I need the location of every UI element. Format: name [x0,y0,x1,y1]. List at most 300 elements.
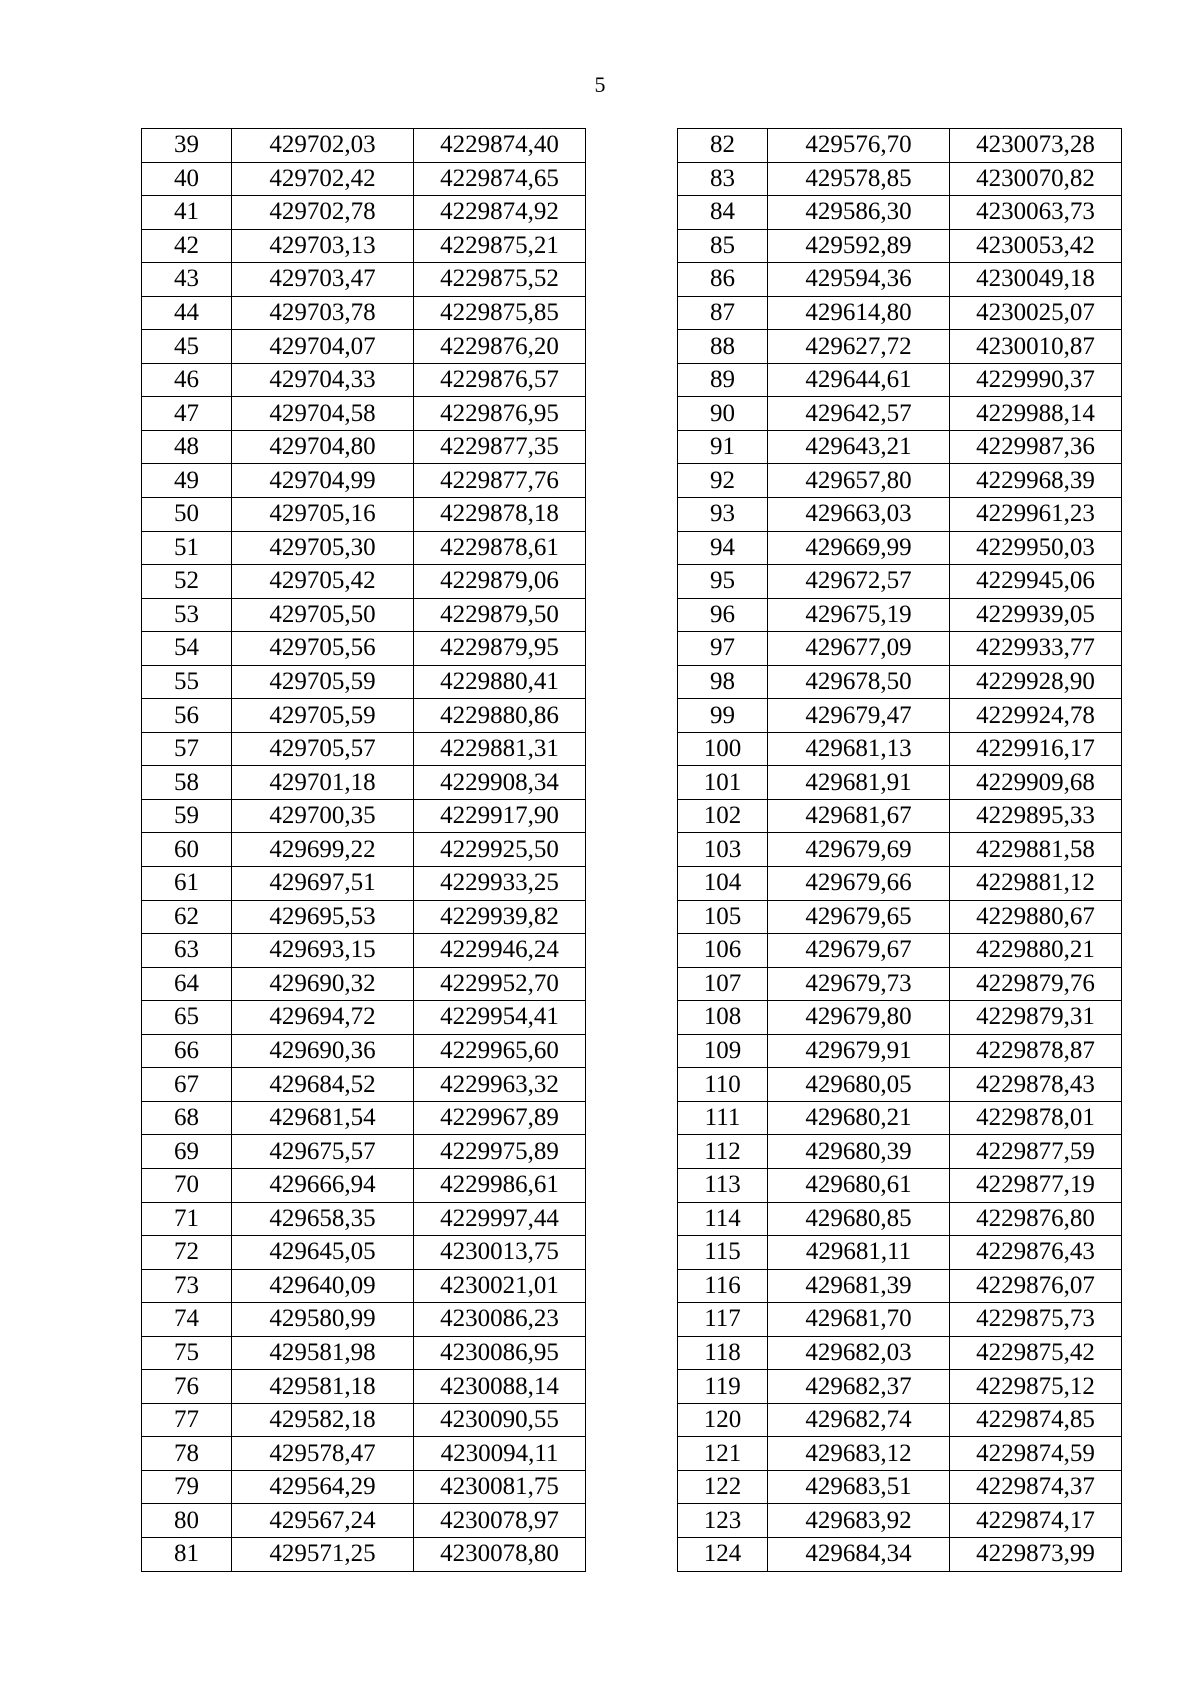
table-row [142,531,586,565]
table-row [678,665,1122,699]
y-coordinate-cell: 4229877,59 [950,1135,1122,1169]
y-coordinate-cell: 4229990,37 [950,363,1122,397]
table-row [142,1336,586,1370]
y-coordinate-cell: 4229875,52 [414,263,586,297]
point-number-cell: 79 [142,1470,232,1504]
y-coordinate-cell: 4229939,82 [414,900,586,934]
point-number-cell: 41 [142,196,232,230]
y-coordinate-cell: 4229961,23 [950,498,1122,532]
table-row [678,598,1122,632]
table-row [142,1470,586,1504]
point-number-cell: 121 [678,1437,768,1471]
x-coordinate-cell: 429705,59 [232,665,414,699]
x-coordinate-cell: 429642,57 [768,397,950,431]
y-coordinate-cell: 4229878,43 [950,1068,1122,1102]
point-number-cell: 59 [142,799,232,833]
point-number-cell: 46 [142,363,232,397]
y-coordinate-cell: 4229909,68 [950,766,1122,800]
point-number-cell: 69 [142,1135,232,1169]
x-coordinate-cell: 429680,05 [768,1068,950,1102]
point-number-cell: 57 [142,732,232,766]
x-coordinate-cell: 429681,70 [768,1303,950,1337]
table-body [142,129,586,1572]
table-row [142,363,586,397]
point-number-cell: 43 [142,263,232,297]
table-row [142,129,586,163]
y-coordinate-cell: 4230073,28 [950,129,1122,163]
table-row [678,296,1122,330]
table-row [142,296,586,330]
x-coordinate-cell: 429679,73 [768,967,950,1001]
x-coordinate-cell: 429705,30 [232,531,414,565]
point-number-cell: 47 [142,397,232,431]
point-number-cell: 71 [142,1202,232,1236]
y-coordinate-cell: 4229954,41 [414,1001,586,1035]
table-row [142,598,586,632]
table-row [678,1202,1122,1236]
x-coordinate-cell: 429681,39 [768,1269,950,1303]
y-coordinate-cell: 4229874,17 [950,1504,1122,1538]
y-coordinate-cell: 4230013,75 [414,1236,586,1270]
y-coordinate-cell: 4229874,85 [950,1403,1122,1437]
table-row [142,1101,586,1135]
point-number-cell: 64 [142,967,232,1001]
x-coordinate-cell: 429592,89 [768,229,950,263]
x-coordinate-cell: 429681,11 [768,1236,950,1270]
table-row [678,1001,1122,1035]
y-coordinate-cell: 4230063,73 [950,196,1122,230]
table-row [142,1236,586,1270]
y-coordinate-cell: 4229877,76 [414,464,586,498]
point-number-cell: 55 [142,665,232,699]
x-coordinate-cell: 429680,61 [768,1168,950,1202]
point-number-cell: 72 [142,1236,232,1270]
y-coordinate-cell: 4229875,73 [950,1303,1122,1337]
y-coordinate-cell: 4229967,89 [414,1101,586,1135]
table-row [678,632,1122,666]
table-row [678,162,1122,196]
point-number-cell: 48 [142,430,232,464]
y-coordinate-cell: 4229917,90 [414,799,586,833]
table-row [678,1303,1122,1337]
table-row [678,196,1122,230]
point-number-cell: 80 [142,1504,232,1538]
point-number-cell: 123 [678,1504,768,1538]
y-coordinate-cell: 4230090,55 [414,1403,586,1437]
y-coordinate-cell: 4229876,95 [414,397,586,431]
table-row [142,229,586,263]
y-coordinate-cell: 4229950,03 [950,531,1122,565]
table-row [142,766,586,800]
table-row [678,498,1122,532]
point-number-cell: 117 [678,1303,768,1337]
x-coordinate-cell: 429702,03 [232,129,414,163]
point-number-cell: 52 [142,565,232,599]
y-coordinate-cell: 4230025,07 [950,296,1122,330]
x-coordinate-cell: 429640,09 [232,1269,414,1303]
x-coordinate-cell: 429690,32 [232,967,414,1001]
x-coordinate-cell: 429705,57 [232,732,414,766]
table-row [142,1034,586,1068]
point-number-cell: 100 [678,732,768,766]
point-number-cell: 92 [678,464,768,498]
table-row [678,1370,1122,1404]
point-number-cell: 42 [142,229,232,263]
x-coordinate-cell: 429627,72 [768,330,950,364]
point-number-cell: 76 [142,1370,232,1404]
y-coordinate-cell: 4229881,58 [950,833,1122,867]
coordinates-table-right [677,128,1122,1572]
table-row [142,464,586,498]
y-coordinate-cell: 4229879,50 [414,598,586,632]
table-row [142,1504,586,1538]
table-row [678,1437,1122,1471]
x-coordinate-cell: 429657,80 [768,464,950,498]
x-coordinate-cell: 429581,18 [232,1370,414,1404]
y-coordinate-cell: 4229879,95 [414,632,586,666]
point-number-cell: 110 [678,1068,768,1102]
x-coordinate-cell: 429683,92 [768,1504,950,1538]
point-number-cell: 85 [678,229,768,263]
table-row [142,430,586,464]
point-number-cell: 75 [142,1336,232,1370]
point-number-cell: 96 [678,598,768,632]
table-row [142,397,586,431]
y-coordinate-cell: 4229880,21 [950,934,1122,968]
table-row [142,1068,586,1102]
table-row [142,967,586,1001]
table-row [142,1135,586,1169]
y-coordinate-cell: 4230088,14 [414,1370,586,1404]
table-row [678,1135,1122,1169]
x-coordinate-cell: 429567,24 [232,1504,414,1538]
x-coordinate-cell: 429690,36 [232,1034,414,1068]
x-coordinate-cell: 429700,35 [232,799,414,833]
x-coordinate-cell: 429672,57 [768,565,950,599]
x-coordinate-cell: 429645,05 [232,1236,414,1270]
x-coordinate-cell: 429704,07 [232,330,414,364]
x-coordinate-cell: 429702,78 [232,196,414,230]
point-number-cell: 119 [678,1370,768,1404]
x-coordinate-cell: 429679,80 [768,1001,950,1035]
y-coordinate-cell: 4229874,65 [414,162,586,196]
x-coordinate-cell: 429683,51 [768,1470,950,1504]
table-row [142,1437,586,1471]
x-coordinate-cell: 429576,70 [768,129,950,163]
table-row [678,833,1122,867]
point-number-cell: 62 [142,900,232,934]
table-row [142,1370,586,1404]
point-number-cell: 109 [678,1034,768,1068]
x-coordinate-cell: 429682,74 [768,1403,950,1437]
table-row [678,1269,1122,1303]
point-number-cell: 104 [678,867,768,901]
y-coordinate-cell: 4229963,32 [414,1068,586,1102]
point-number-cell: 91 [678,430,768,464]
y-coordinate-cell: 4230049,18 [950,263,1122,297]
point-number-cell: 99 [678,699,768,733]
point-number-cell: 56 [142,699,232,733]
point-number-cell: 82 [678,129,768,163]
point-number-cell: 97 [678,632,768,666]
table-row [142,732,586,766]
x-coordinate-cell: 429682,03 [768,1336,950,1370]
table-row [678,1034,1122,1068]
y-coordinate-cell: 4229875,21 [414,229,586,263]
table-row [678,1403,1122,1437]
point-number-cell: 39 [142,129,232,163]
y-coordinate-cell: 4229933,77 [950,632,1122,666]
table-row [142,632,586,666]
point-number-cell: 50 [142,498,232,532]
y-coordinate-cell: 4229881,31 [414,732,586,766]
x-coordinate-cell: 429703,78 [232,296,414,330]
y-coordinate-cell: 4229874,92 [414,196,586,230]
point-number-cell: 83 [678,162,768,196]
table-row [678,766,1122,800]
x-coordinate-cell: 429669,99 [768,531,950,565]
y-coordinate-cell: 4229968,39 [950,464,1122,498]
table-row [678,464,1122,498]
table-row [678,531,1122,565]
y-coordinate-cell: 4229874,37 [950,1470,1122,1504]
x-coordinate-cell: 429699,22 [232,833,414,867]
point-number-cell: 84 [678,196,768,230]
y-coordinate-cell: 4230010,87 [950,330,1122,364]
y-coordinate-cell: 4229873,99 [950,1537,1122,1571]
x-coordinate-cell: 429666,94 [232,1168,414,1202]
point-number-cell: 77 [142,1403,232,1437]
point-number-cell: 74 [142,1303,232,1337]
x-coordinate-cell: 429663,03 [768,498,950,532]
y-coordinate-cell: 4229928,90 [950,665,1122,699]
table-row [142,1168,586,1202]
x-coordinate-cell: 429614,80 [768,296,950,330]
x-coordinate-cell: 429705,59 [232,699,414,733]
point-number-cell: 112 [678,1135,768,1169]
point-number-cell: 63 [142,934,232,968]
table-row [678,867,1122,901]
point-number-cell: 68 [142,1101,232,1135]
point-number-cell: 105 [678,900,768,934]
table-row [678,1168,1122,1202]
y-coordinate-cell: 4229878,18 [414,498,586,532]
x-coordinate-cell: 429702,42 [232,162,414,196]
point-number-cell: 95 [678,565,768,599]
point-number-cell: 53 [142,598,232,632]
point-number-cell: 116 [678,1269,768,1303]
y-coordinate-cell: 4229878,87 [950,1034,1122,1068]
table-row [142,498,586,532]
point-number-cell: 114 [678,1202,768,1236]
x-coordinate-cell: 429704,58 [232,397,414,431]
table-row [142,162,586,196]
x-coordinate-cell: 429680,21 [768,1101,950,1135]
y-coordinate-cell: 4229924,78 [950,699,1122,733]
y-coordinate-cell: 4229965,60 [414,1034,586,1068]
point-number-cell: 113 [678,1168,768,1202]
y-coordinate-cell: 4230094,11 [414,1437,586,1471]
table-row [678,1504,1122,1538]
table-row [678,799,1122,833]
coordinates-table-left [141,128,586,1572]
table-row [678,330,1122,364]
table-row [678,565,1122,599]
point-number-cell: 120 [678,1403,768,1437]
point-number-cell: 124 [678,1537,768,1571]
x-coordinate-cell: 429697,51 [232,867,414,901]
point-number-cell: 106 [678,934,768,968]
y-coordinate-cell: 4229875,85 [414,296,586,330]
table-row [678,1537,1122,1571]
y-coordinate-cell: 4229987,36 [950,430,1122,464]
x-coordinate-cell: 429678,50 [768,665,950,699]
point-number-cell: 93 [678,498,768,532]
x-coordinate-cell: 429681,67 [768,799,950,833]
table-row [142,934,586,968]
y-coordinate-cell: 4229975,89 [414,1135,586,1169]
y-coordinate-cell: 4229876,07 [950,1269,1122,1303]
y-coordinate-cell: 4230053,42 [950,229,1122,263]
point-number-cell: 58 [142,766,232,800]
x-coordinate-cell: 429703,47 [232,263,414,297]
y-coordinate-cell: 4229945,06 [950,565,1122,599]
x-coordinate-cell: 429684,52 [232,1068,414,1102]
table-row [678,732,1122,766]
x-coordinate-cell: 429679,69 [768,833,950,867]
x-coordinate-cell: 429704,99 [232,464,414,498]
y-coordinate-cell: 4230086,95 [414,1336,586,1370]
table-body [678,129,1122,1572]
y-coordinate-cell: 4229925,50 [414,833,586,867]
point-number-cell: 49 [142,464,232,498]
table-row [142,867,586,901]
y-coordinate-cell: 4230078,97 [414,1504,586,1538]
y-coordinate-cell: 4229879,76 [950,967,1122,1001]
table-row [142,196,586,230]
x-coordinate-cell: 429679,47 [768,699,950,733]
y-coordinate-cell: 4230078,80 [414,1537,586,1571]
y-coordinate-cell: 4229952,70 [414,967,586,1001]
x-coordinate-cell: 429693,15 [232,934,414,968]
table-row [678,1336,1122,1370]
table-row [142,665,586,699]
point-number-cell: 54 [142,632,232,666]
point-number-cell: 70 [142,1168,232,1202]
point-number-cell: 87 [678,296,768,330]
y-coordinate-cell: 4229939,05 [950,598,1122,632]
table-row [142,1537,586,1571]
table-row [678,934,1122,968]
y-coordinate-cell: 4229876,80 [950,1202,1122,1236]
x-coordinate-cell: 429644,61 [768,363,950,397]
point-number-cell: 88 [678,330,768,364]
table-row [142,1403,586,1437]
table-row [678,1068,1122,1102]
point-number-cell: 94 [678,531,768,565]
table-row [142,699,586,733]
table-row [142,565,586,599]
point-number-cell: 111 [678,1101,768,1135]
page-number: 5 [594,72,606,97]
y-coordinate-cell: 4229875,12 [950,1370,1122,1404]
point-number-cell: 108 [678,1001,768,1035]
x-coordinate-cell: 429675,57 [232,1135,414,1169]
x-coordinate-cell: 429679,91 [768,1034,950,1068]
x-coordinate-cell: 429675,19 [768,598,950,632]
x-coordinate-cell: 429581,98 [232,1336,414,1370]
point-number-cell: 103 [678,833,768,867]
y-coordinate-cell: 4229875,42 [950,1336,1122,1370]
point-number-cell: 98 [678,665,768,699]
x-coordinate-cell: 429704,80 [232,430,414,464]
x-coordinate-cell: 429705,16 [232,498,414,532]
x-coordinate-cell: 429594,36 [768,263,950,297]
x-coordinate-cell: 429695,53 [232,900,414,934]
y-coordinate-cell: 4229876,57 [414,363,586,397]
point-number-cell: 65 [142,1001,232,1035]
table-row [142,833,586,867]
table-row [678,900,1122,934]
x-coordinate-cell: 429586,30 [768,196,950,230]
table-row [142,1001,586,1035]
table-row [142,1269,586,1303]
x-coordinate-cell: 429705,42 [232,565,414,599]
x-coordinate-cell: 429683,12 [768,1437,950,1471]
y-coordinate-cell: 4229895,33 [950,799,1122,833]
x-coordinate-cell: 429701,18 [232,766,414,800]
table-row [142,799,586,833]
x-coordinate-cell: 429658,35 [232,1202,414,1236]
point-number-cell: 102 [678,799,768,833]
x-coordinate-cell: 429680,85 [768,1202,950,1236]
table-row [678,1101,1122,1135]
x-coordinate-cell: 429682,37 [768,1370,950,1404]
x-coordinate-cell: 429705,50 [232,598,414,632]
y-coordinate-cell: 4230021,01 [414,1269,586,1303]
y-coordinate-cell: 4229946,24 [414,934,586,968]
y-coordinate-cell: 4229988,14 [950,397,1122,431]
point-number-cell: 45 [142,330,232,364]
point-number-cell: 61 [142,867,232,901]
y-coordinate-cell: 4229876,43 [950,1236,1122,1270]
point-number-cell: 115 [678,1236,768,1270]
x-coordinate-cell: 429578,47 [232,1437,414,1471]
x-coordinate-cell: 429679,67 [768,934,950,968]
x-coordinate-cell: 429564,29 [232,1470,414,1504]
table-row [678,1236,1122,1270]
point-number-cell: 60 [142,833,232,867]
x-coordinate-cell: 429704,33 [232,363,414,397]
y-coordinate-cell: 4229881,12 [950,867,1122,901]
y-coordinate-cell: 4229874,59 [950,1437,1122,1471]
point-number-cell: 86 [678,263,768,297]
table-row [678,967,1122,1001]
point-number-cell: 89 [678,363,768,397]
point-number-cell: 66 [142,1034,232,1068]
table-row [142,263,586,297]
x-coordinate-cell: 429643,21 [768,430,950,464]
y-coordinate-cell: 4230070,82 [950,162,1122,196]
y-coordinate-cell: 4229986,61 [414,1168,586,1202]
point-number-cell: 81 [142,1537,232,1571]
table-row [678,263,1122,297]
table-row [678,129,1122,163]
y-coordinate-cell: 4229879,31 [950,1001,1122,1035]
x-coordinate-cell: 429680,39 [768,1135,950,1169]
table-row [678,229,1122,263]
point-number-cell: 73 [142,1269,232,1303]
